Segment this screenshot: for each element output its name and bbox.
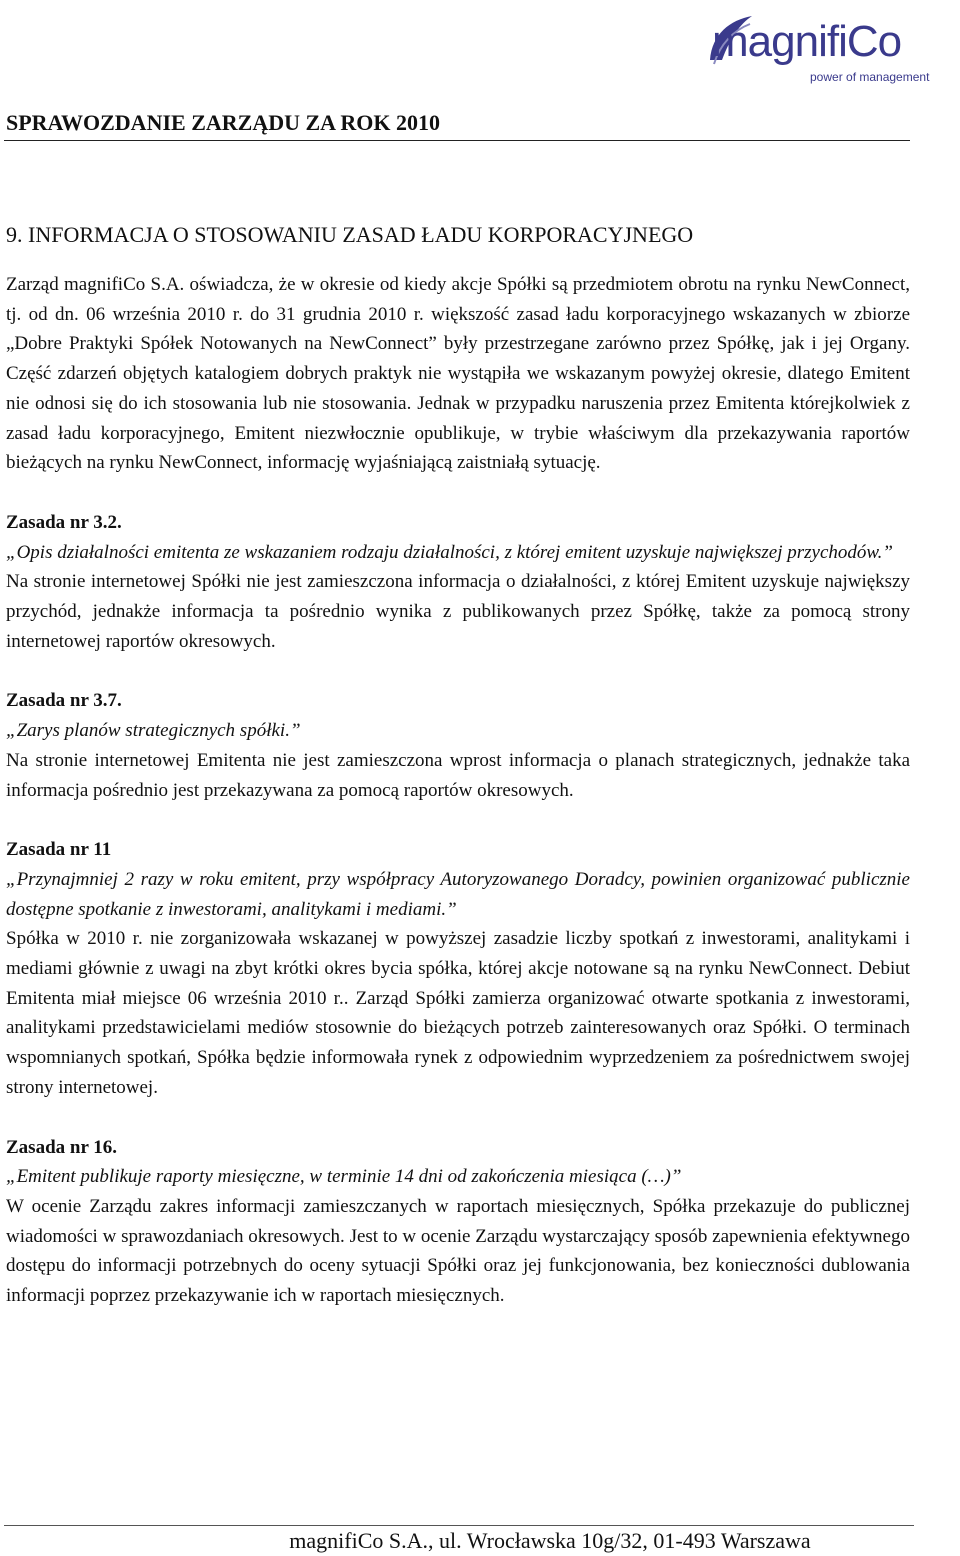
- company-logo: [700, 14, 952, 90]
- footer-address: magnifiCo S.A., ul. Wrocławska 10g/32, 01-493 Warszawa: [289, 1528, 811, 1553]
- rule-body: W ocenie Zarządu zakres informacji zamieszczanych w raportach miesięcznych, Spółka przekazuje do publicznej wiadomości w sprawozdaniach okresowych. Jest to w ocenie Zarządu wystarczający sposób zapewnienia efektywnego dostępu do informacji potrzebnych do oceny sytuacji Spółki oraz jej funkcjonowania, bez konieczności dublowania informacji poprzez przekazywanie ich w raportach miesięcznych.: [6, 1195, 910, 1307]
- logo-wordmark: magnifiCo: [712, 17, 902, 66]
- rule-quote: „Zarys planów strategicznych spółki.”: [6, 720, 301, 742]
- header-divider: [4, 140, 910, 141]
- rule-heading: Zasada nr 3.7.: [6, 690, 122, 712]
- rule-body: Spółka w 2010 r. nie zorganizowała wskazanej w powyższej zasadzie liczby spotkań z inwestorami, analitykami i mediami głównie z uwagi na zbyt krótki okres bycia spółka, której akcje notowane są na rynku NewConnect. Debiut Emitenta miał miejsce 06 września 2010 r.. Zarząd Spółki zamierza organizować otwarte spotkania z inwestorami, analitykami przedstawicielami mediów stosownie do bieżących potrzeb zainteresowanych oraz Spółki. O terminach wspomnianych spotkań, Spółka będzie informowała rynek z odpowiednim wyprzedzeniem za pośrednictwem swojej strony internetowej.: [6, 928, 910, 1098]
- logo-tagline: power of management: [810, 70, 930, 84]
- rule-heading: Zasada nr 11: [6, 839, 112, 861]
- rule-body: Na stronie internetowej Spółki nie jest zamieszczona informacja o działalności, z której Emitent uzyskuje największy przychód, jednakże informacja ta pośrednio wynika z publikowanych przez Spółkę, także za pomocą strony internetowej raportów okresowych.: [6, 571, 910, 652]
- page-footer: [0, 1528, 960, 1554]
- rule-heading: Zasada nr 3.2.: [6, 511, 122, 533]
- footer-divider: [4, 1525, 914, 1526]
- document-body: [6, 270, 910, 1311]
- rule-quote: „Emitent publikuje raporty miesięczne, w terminie 14 dni od zakończenia miesiąca (…)”: [6, 1166, 682, 1188]
- rule-heading: Zasada nr 16.: [6, 1136, 118, 1158]
- report-title: SPRAWOZDANIE ZARZĄDU ZA ROK 2010: [6, 110, 440, 135]
- rule-quote: „Przynajmniej 2 razy w roku emitent, przy współpracy Autoryzowanego Doradcy, powinien organizować publicznie dostępne spotkanie z inwestorami, analitykami i mediami.”: [6, 868, 910, 920]
- rule-quote: „Opis działalności emitenta ze wskazaniem rodzaju działalności, z której emitent uzyskuje największej przychodów.”: [6, 541, 893, 563]
- rule-body: Na stronie internetowej Emitenta nie jest zamieszczona wprost informacja o planach strategicznych, jednakże taka informacja pośrednio jest przekazywana za pomocą raportów okresowych.: [6, 749, 910, 801]
- intro-paragraph: Zarząd magnifiCo S.A. oświadcza, że w okresie od kiedy akcje Spółki są przedmiotem obrotu na rynku NewConnect, tj. od dn. 06 września 2010 r. do 31 grudnia 2010 r. większość zasad ładu korporacyjnego wskazanych w zbiorze „Dobre Praktyki Spółek Notowanych na NewConnect” były przestrzegane zarówno przez Spółkę, jak i jej Organy. Część zdarzeń objętych katalogiem dobrych praktyk nie wystąpiła we wskazanym powyżej okresie, dlatego Emitent nie odnosi się do ich stosowania lub nie stosowania. Jednak w przypadku naruszenia przez Emitenta którejkolwiek z zasad ładu korporacyjnego, Emitent niezwłocznie opublikuje, w trybie właściwym dla przekazywania raportów bieżących na rynku NewConnect, informację wyjaśniającą zaistniałą sytuację.: [6, 274, 910, 474]
- section-heading: 9. INFORMACJA O STOSOWANIU ZASAD ŁADU KORPORACYJNEGO: [6, 222, 694, 247]
